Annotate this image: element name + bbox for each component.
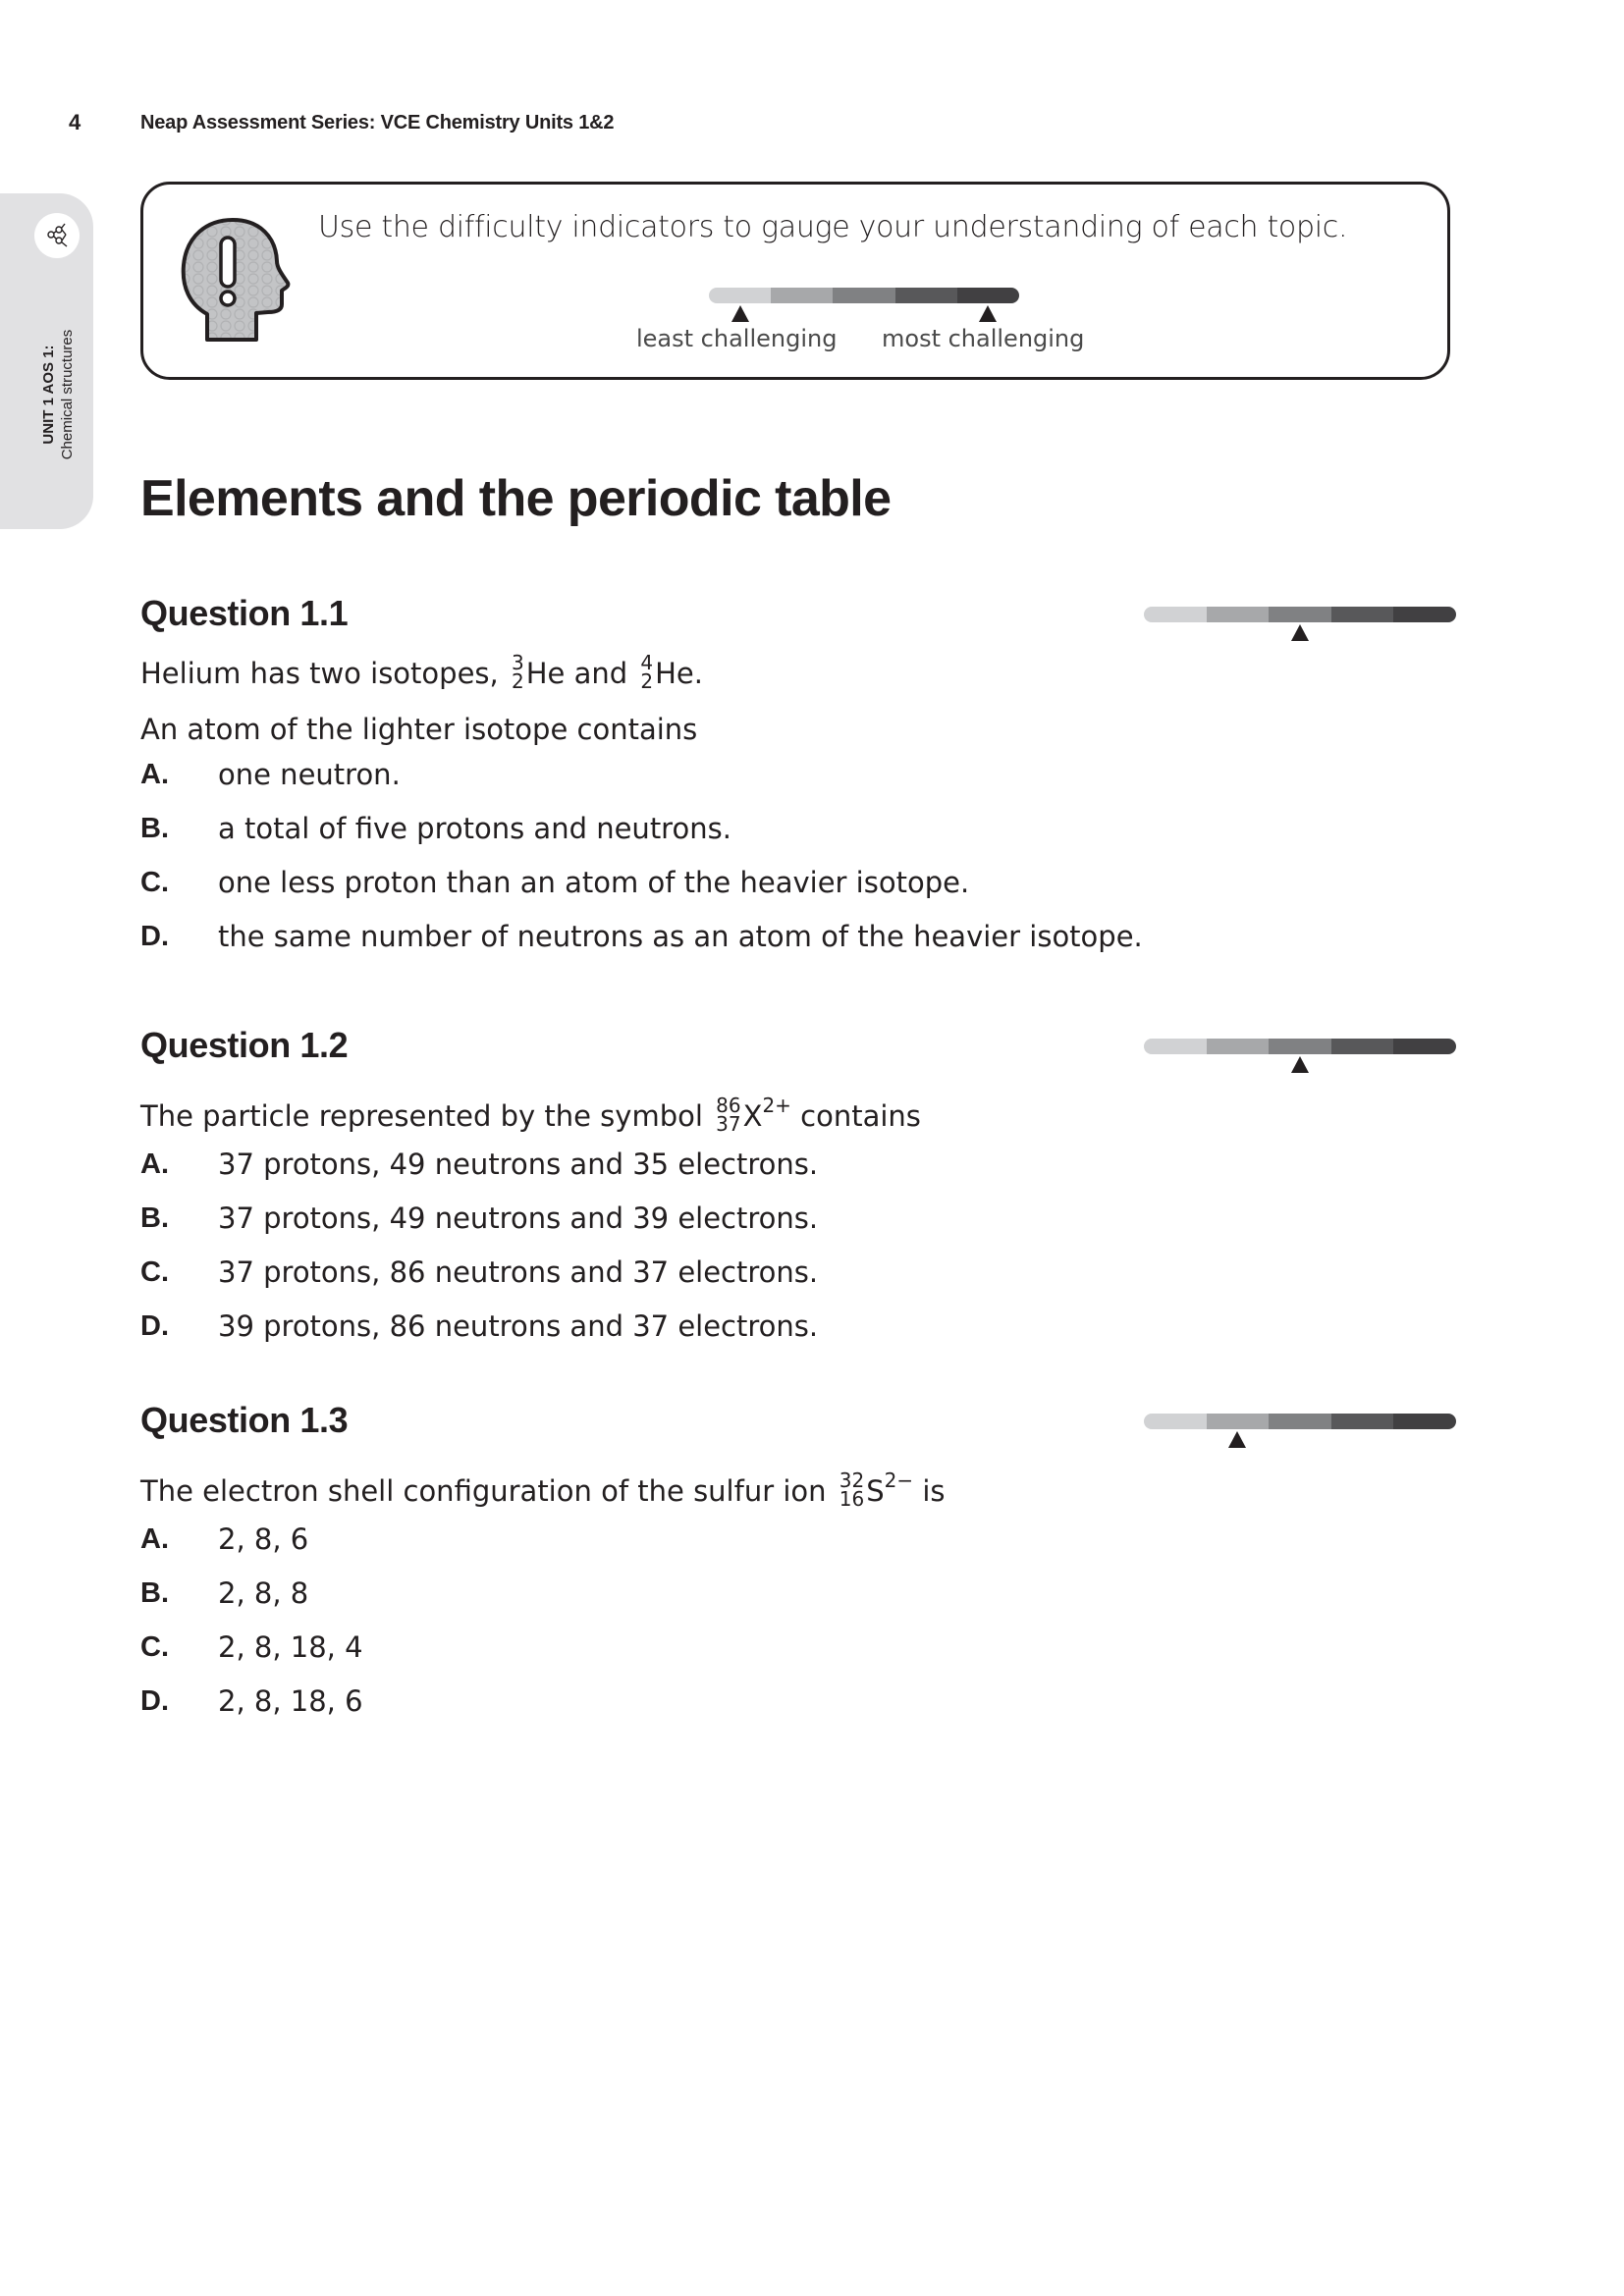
difficulty-scale [1144, 1414, 1456, 1429]
least-marker-icon [731, 305, 749, 322]
option-text: 37 protons, 86 neutrons and 37 electrons. [218, 1255, 819, 1289]
atomic-number: 2 [511, 669, 524, 693]
option-text: 39 protons, 86 neutrons and 37 electrons. [218, 1309, 819, 1343]
difficulty-segment-1 [1144, 1039, 1207, 1054]
difficulty-intro-box [140, 182, 1450, 380]
stem-text: contains [790, 1099, 921, 1133]
option-letter: B. [140, 813, 169, 844]
question-stem [140, 1463, 1456, 1512]
option-a[interactable] [140, 1522, 1456, 1557]
option-letter: C. [140, 1631, 169, 1663]
difficulty-segment-5 [1393, 1039, 1456, 1054]
nuclide-notation [640, 651, 654, 693]
difficulty-segment-4 [1331, 1039, 1394, 1054]
stem-text: . [693, 657, 703, 690]
question-1-3 [140, 1400, 1456, 1719]
option-text: 2, 8, 18, 4 [218, 1630, 363, 1664]
mass-number: 32 [839, 1468, 865, 1492]
difficulty-segment-3 [833, 288, 894, 303]
atomic-number: 37 [716, 1112, 741, 1136]
stem-text: The particle represented by the symbol [140, 1099, 713, 1133]
page-number: 4 [69, 110, 81, 134]
difficulty-segment-1 [1144, 1414, 1207, 1429]
element-symbol: He [655, 657, 694, 690]
difficulty-scale [709, 288, 1019, 303]
stem-text: and [565, 657, 637, 690]
question-heading: Question 1.3 [140, 1400, 349, 1440]
difficulty-segment-4 [895, 288, 957, 303]
option-text: 37 protons, 49 neutrons and 35 electrons. [218, 1148, 819, 1181]
option-text: 2, 8, 6 [218, 1522, 309, 1556]
difficulty-marker-icon [1228, 1431, 1246, 1448]
option-b[interactable] [140, 1575, 1456, 1611]
unit-label-line1: UNIT 1 AOS 1: [40, 345, 57, 445]
intro-text: Use the difficulty indicators to gauge your understanding of each topic. [318, 210, 1348, 244]
option-text: 37 protons, 49 neutrons and 39 electrons. [218, 1201, 819, 1235]
option-d[interactable] [140, 1683, 1456, 1719]
difficulty-segment-3 [1269, 1414, 1331, 1429]
option-d[interactable] [140, 919, 1456, 954]
option-letter: B. [140, 1202, 169, 1234]
stem-text: The electron shell configuration of the sulfur ion [140, 1474, 836, 1508]
option-letter: B. [140, 1577, 169, 1609]
option-letter: A. [140, 759, 169, 790]
running-title: Neap Assessment Series: VCE Chemistry Units 1&2 [140, 112, 615, 133]
option-b[interactable] [140, 811, 1456, 846]
stem-text: Helium has two isotopes, [140, 657, 508, 690]
mass-number: 3 [511, 651, 524, 674]
stem-text: is [913, 1474, 946, 1508]
difficulty-indicator [1144, 1039, 1456, 1054]
mass-number: 86 [716, 1094, 741, 1117]
difficulty-segment-3 [1269, 607, 1331, 622]
difficulty-segment-5 [957, 288, 1019, 303]
question-stem [140, 1088, 1456, 1137]
question-heading: Question 1.1 [140, 593, 349, 633]
element-symbol: S [866, 1474, 885, 1508]
difficulty-segment-5 [1393, 1414, 1456, 1429]
option-letter: D. [140, 1685, 169, 1717]
atomic-number: 2 [640, 669, 654, 693]
option-b[interactable] [140, 1201, 1456, 1236]
question-stem [140, 651, 1456, 694]
option-text: one neutron. [218, 758, 401, 791]
ion-charge: 2+ [762, 1094, 791, 1117]
element-symbol: X [742, 1099, 763, 1133]
legend-difficulty-bar [709, 288, 1019, 303]
option-c[interactable] [140, 865, 1456, 900]
option-letter: C. [140, 1256, 169, 1288]
option-letter: A. [140, 1523, 169, 1555]
difficulty-scale [1144, 607, 1456, 622]
option-letter: D. [140, 921, 169, 952]
option-a[interactable] [140, 757, 1456, 792]
nuclide-notation [511, 651, 524, 693]
difficulty-segment-2 [1207, 1039, 1270, 1054]
difficulty-marker-icon [1291, 624, 1309, 641]
section-title: Elements and the periodic table [140, 470, 892, 527]
most-marker-icon [979, 305, 997, 322]
least-challenging-label: least challenging [636, 325, 838, 352]
unit-side-tab [0, 193, 93, 529]
difficulty-segment-2 [1207, 1414, 1270, 1429]
unit-label-line2: Chemical structures [59, 329, 76, 460]
difficulty-segment-1 [1144, 607, 1207, 622]
option-text: the same number of neutrons as an atom of the heavier isotope. [218, 920, 1143, 953]
option-text: a total of five protons and neutrons. [218, 812, 731, 845]
option-letter: A. [140, 1148, 169, 1180]
option-c[interactable] [140, 1629, 1456, 1665]
question-1-1 [140, 593, 1456, 954]
question-heading: Question 1.2 [140, 1025, 349, 1065]
difficulty-segment-2 [771, 288, 833, 303]
difficulty-segment-4 [1331, 607, 1394, 622]
option-d[interactable] [140, 1308, 1456, 1344]
difficulty-indicator [1144, 1414, 1456, 1429]
option-letter: C. [140, 867, 169, 898]
difficulty-segment-5 [1393, 607, 1456, 622]
difficulty-marker-icon [1291, 1056, 1309, 1073]
difficulty-scale [1144, 1039, 1456, 1054]
difficulty-segment-3 [1269, 1039, 1331, 1054]
nuclide-notation [839, 1468, 865, 1511]
option-text: 2, 8, 8 [218, 1576, 309, 1610]
option-letter: D. [140, 1310, 169, 1342]
ion-charge: 2− [884, 1468, 914, 1492]
nuclide-notation [716, 1096, 740, 1134]
mass-number: 4 [640, 651, 654, 674]
most-challenging-label: most challenging [882, 325, 1085, 352]
unit-label [39, 296, 77, 493]
difficulty-indicator [1144, 607, 1456, 622]
option-a[interactable] [140, 1147, 1456, 1182]
difficulty-segment-4 [1331, 1414, 1394, 1429]
difficulty-segment-2 [1207, 607, 1270, 622]
option-text: one less proton than an atom of the heavier isotope. [218, 866, 970, 899]
difficulty-segment-1 [709, 288, 771, 303]
question-1-2 [140, 1025, 1456, 1344]
atomic-number: 16 [839, 1487, 865, 1511]
question-stem-2: An atom of the lighter isotope contains [140, 713, 698, 746]
molecule-structure-icon [34, 213, 80, 258]
element-symbol: He [525, 657, 566, 690]
option-c[interactable] [140, 1255, 1456, 1290]
option-text: 2, 8, 18, 6 [218, 1684, 363, 1718]
head-exclamation-icon [178, 214, 291, 350]
